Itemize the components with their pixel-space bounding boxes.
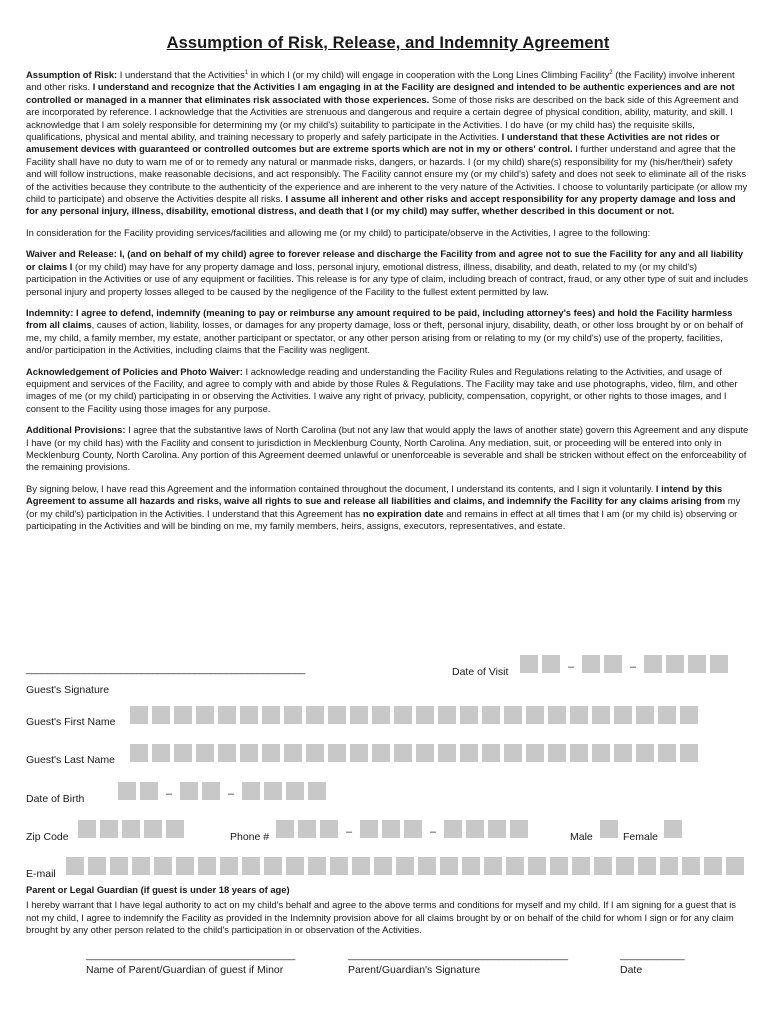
additional-text: I agree that the substantive laws of North Carolina (but not any law that would apply the laws of another state) govern this Agreement and any dispute I have (or my child has) with the Facility and consent to jurisdiction in Mecklenburg County, North Carolina. Any mediation, suit, or proceeding will be entered into only in Mecklenburg County, North Carolina. Any portion of this Agreement deemed unlawful or unenforceable is severable and shall be stricken without effect on the enforceability of the remaining provisions. xyxy=(26,424,749,473)
last-name-field[interactable] xyxy=(130,744,702,762)
char-box[interactable] xyxy=(130,706,148,724)
char-box[interactable] xyxy=(166,820,184,838)
char-box[interactable] xyxy=(130,744,148,762)
char-box[interactable] xyxy=(466,820,484,838)
date-box[interactable] xyxy=(264,782,282,800)
char-box[interactable] xyxy=(286,857,304,875)
char-box[interactable] xyxy=(328,744,346,762)
char-box[interactable] xyxy=(528,857,546,875)
char-box[interactable] xyxy=(658,744,676,762)
date-box[interactable] xyxy=(710,655,728,673)
char-box[interactable] xyxy=(242,857,260,875)
char-box[interactable] xyxy=(284,744,302,762)
char-box[interactable] xyxy=(394,744,412,762)
char-box[interactable] xyxy=(660,857,678,875)
phone-field[interactable] xyxy=(276,820,532,838)
phone-label: Phone # xyxy=(230,831,270,843)
char-box[interactable] xyxy=(416,706,434,724)
assumption-bold-3: I assume all inherent and other risks and accept responsibility for any property damage and loss and for any personal injury, illness, disability, emotional distress, and death that I (or my child) may suffer, whether described in this document or not. xyxy=(26,193,736,217)
date-of-birth-field[interactable] xyxy=(118,782,330,800)
char-box[interactable] xyxy=(636,706,654,724)
char-box[interactable] xyxy=(308,857,326,875)
char-box[interactable] xyxy=(372,744,390,762)
char-box[interactable] xyxy=(460,706,478,724)
date-box[interactable] xyxy=(242,782,260,800)
guardian-heading: Parent or Legal Guardian (if guest is under 18 years of age) xyxy=(26,884,290,895)
assumption-text-1: I understand that the Activities xyxy=(117,69,245,80)
zip-code-field[interactable] xyxy=(78,820,188,838)
char-box[interactable] xyxy=(638,857,656,875)
guardian-date-line[interactable]: ____________ xyxy=(620,950,685,961)
signing-text-3: and remains in effect at all times that I am (or my child is) observing or participating in the Activities and will be binding on me, my family members, heirs, assigns, executors, representatives, and estate. xyxy=(26,507,738,531)
assumption-heading: Assumption of Risk: xyxy=(26,69,118,80)
date-box[interactable] xyxy=(308,782,326,800)
signing-text-2: my (or my child's) participation in the Activities. I understand that this Agreement has xyxy=(26,495,741,519)
zip-code-label: Zip Code xyxy=(26,831,69,843)
char-box[interactable] xyxy=(320,820,338,838)
guest-signature-line[interactable]: _____________________________________________________ xyxy=(26,664,305,675)
date-separator: – xyxy=(165,788,173,800)
char-box[interactable] xyxy=(594,857,612,875)
consideration-paragraph: In consideration for the Facility providing services/facilities and allowing me (or my child) to participate/observe in the Activities, I agree to the following: xyxy=(26,226,651,238)
checkbox-box[interactable] xyxy=(600,820,618,838)
char-box[interactable] xyxy=(328,706,346,724)
assumption-text-3: (the Facility) involve inherent and other risks. xyxy=(26,69,735,93)
char-box[interactable] xyxy=(592,706,610,724)
guardian-section xyxy=(26,884,750,940)
char-box[interactable] xyxy=(264,857,282,875)
date-separator: – xyxy=(227,788,235,800)
assumption-text-2: in which I (or my child) will engage in cooperation with the Long Lines Climbing Facility xyxy=(248,69,610,80)
date-box[interactable] xyxy=(520,655,538,673)
char-box[interactable] xyxy=(198,857,216,875)
indemnity-bold: Indemnity: I agree to defend, indemnify (meaning to pay or reimburse any amount required to be paid, including attorney's fees) and hold the Facility harmless from all claims xyxy=(26,306,733,331)
date-separator: – xyxy=(629,661,637,673)
char-box[interactable] xyxy=(306,744,324,762)
date-of-birth-label: Date of Birth xyxy=(26,793,85,805)
char-box[interactable] xyxy=(704,857,722,875)
char-box[interactable] xyxy=(196,744,214,762)
waiver-text: (or my child) may have for any property damage and loss, personal injury, emotional distress, illness, disability, and death, related to my (or my child's) participation in the Activities or use of any equipment or facilities. This release is for any type of claim, including breach of contract, fraud, or any other type of suit and includes personal injury and property losses alleged to be caused by the negligence of the Facility to the fullest extent permitted by law. xyxy=(26,260,749,297)
char-box[interactable] xyxy=(418,857,436,875)
date-of-visit-field[interactable] xyxy=(520,655,732,673)
char-box[interactable] xyxy=(306,706,324,724)
date-box[interactable] xyxy=(118,782,136,800)
phone-separator: – xyxy=(429,826,437,838)
phone-separator: – xyxy=(345,826,353,838)
guardian-name-line[interactable]: _______________________________________ xyxy=(86,950,296,961)
acknowledgement-bold: Acknowledgement of Policies and Photo Waiver: xyxy=(26,365,243,377)
char-box[interactable] xyxy=(726,857,744,875)
signing-bold-1: I intend by this Agreement to assume all hazards and risks, waive all rights to sue and release all liabilities and claims, and indemnify the Facility for any claims arising from xyxy=(26,482,726,507)
assumption-bold-2: I understand that these Activities are not rides or amusement devices with guaranteed or controlled outcomes but are extreme sports which are not in my or others' control. xyxy=(26,131,720,155)
guardian-text: I hereby warrant that I have legal authority to act on my child's behalf and agree to the above terms and conditions for myself and my child. If I am signing for a guest that is not my child, I agree to indemnify the Facility as provided in the Indemnity provision above for all claims brought by or on behalf of the child for whom I sign or for any claim brought by any other person related to the child's participation in or observation of the Activities. xyxy=(26,899,736,936)
male-checkbox[interactable] xyxy=(600,820,622,838)
char-box[interactable] xyxy=(382,820,400,838)
char-box[interactable] xyxy=(504,744,522,762)
char-box[interactable] xyxy=(220,857,238,875)
acknowledgement-text: I acknowledge reading and understanding the Facility Rules and Regulations relating to the Activities, and usage of equipment and services of the Facility, and agree to comply with and abide by those Rules & Regulations. The Facility may take and use photographs, video, film, and other images of me (or my child) participating in or observing the Activities. I waive any right of privacy, publicity, compensation, copyright, or other rights to those images, and I consent to the Facility using those images for any purpose. xyxy=(26,365,738,414)
char-box[interactable] xyxy=(360,820,378,838)
char-box[interactable] xyxy=(416,744,434,762)
char-box[interactable] xyxy=(438,744,456,762)
date-box[interactable] xyxy=(688,655,706,673)
footnote-1: 1 xyxy=(244,69,249,76)
char-box[interactable] xyxy=(298,820,316,838)
char-box[interactable] xyxy=(394,706,412,724)
char-box[interactable] xyxy=(122,820,140,838)
char-box[interactable] xyxy=(240,706,258,724)
char-box[interactable] xyxy=(550,857,568,875)
date-box[interactable] xyxy=(582,655,600,673)
checkbox-box[interactable] xyxy=(664,820,682,838)
char-box[interactable] xyxy=(680,706,698,724)
char-box[interactable] xyxy=(374,857,392,875)
char-box[interactable] xyxy=(614,744,632,762)
char-box[interactable] xyxy=(352,857,370,875)
char-box[interactable] xyxy=(218,744,236,762)
date-box[interactable] xyxy=(202,782,220,800)
last-name-label: Guest's Last Name xyxy=(26,754,115,766)
char-box[interactable] xyxy=(526,744,544,762)
char-box[interactable] xyxy=(284,706,302,724)
char-box[interactable] xyxy=(658,706,676,724)
char-box[interactable] xyxy=(110,857,128,875)
date-of-visit-label: Date of Visit xyxy=(452,666,509,678)
char-box[interactable] xyxy=(526,706,544,724)
char-box[interactable] xyxy=(330,857,348,875)
char-box[interactable] xyxy=(262,706,280,724)
char-box[interactable] xyxy=(614,706,632,724)
date-box[interactable] xyxy=(180,782,198,800)
char-box[interactable] xyxy=(462,857,480,875)
char-box[interactable] xyxy=(548,744,566,762)
assumption-text-5: I further understand and agree that the Facility shall have no duty to warn me of or to remedy any natural or manmade risks, dangers, or hazards. I (or my child) share(s) responsibility for my (his/her/their) safety and will follow instructions, make reasonable decisions, and act responsibly. The Facility cannot ensure my (or my child's) safety and does not seek to eliminate all of the risks of the activities because they contribute to the authenticity of the experience and are inherent to the very nature of the Activities. I choose to voluntarily participate (or allow my child to participate) and observe the Activities despite all risks. xyxy=(26,143,748,205)
char-box[interactable] xyxy=(174,706,192,724)
date-box[interactable] xyxy=(542,655,560,673)
waiver-bold: Waiver and Release: I, (and on behalf of my child) agree to forever release and discharge the Facility from and agree not to sue the Facility for any and all liability or claims I xyxy=(26,248,744,272)
char-box[interactable] xyxy=(572,857,590,875)
signing-bold-2: no expiration date xyxy=(362,507,444,519)
char-box[interactable] xyxy=(592,744,610,762)
guardian-name-label: Name of Parent/Guardian of guest if Minor xyxy=(86,964,284,976)
char-box[interactable] xyxy=(570,706,588,724)
char-box[interactable] xyxy=(262,744,280,762)
char-box[interactable] xyxy=(548,706,566,724)
char-box[interactable] xyxy=(570,744,588,762)
char-box[interactable] xyxy=(506,857,524,875)
char-box[interactable] xyxy=(100,820,118,838)
char-box[interactable] xyxy=(460,744,478,762)
char-box[interactable] xyxy=(350,706,368,724)
char-box[interactable] xyxy=(174,744,192,762)
char-box[interactable] xyxy=(444,820,462,838)
char-box[interactable] xyxy=(682,857,700,875)
char-box[interactable] xyxy=(144,820,162,838)
date-box[interactable] xyxy=(644,655,662,673)
indemnity-text: , causes of action, liability, losses, or damages for any property damage, loss or theft, personal injury, disability, death, or other loss brought by or on behalf of me, my child, a family member, my estate, another participant or spectator, or any other person arising from or relating to my (or my child's) use of the property, facilities, and/or participation in the Activities, including claims that the Facility was negligent. xyxy=(26,319,744,356)
char-box[interactable] xyxy=(636,744,654,762)
char-box[interactable] xyxy=(196,706,214,724)
guardian-signature-label: Parent/Guardian's Signature xyxy=(348,964,481,976)
email-label: E-mail xyxy=(26,868,56,880)
char-box[interactable] xyxy=(152,744,170,762)
char-box[interactable] xyxy=(218,706,236,724)
char-box[interactable] xyxy=(132,857,150,875)
char-box[interactable] xyxy=(276,820,294,838)
char-box[interactable] xyxy=(176,857,194,875)
char-box[interactable] xyxy=(484,857,502,875)
char-box[interactable] xyxy=(488,820,506,838)
first-name-field[interactable] xyxy=(130,706,702,724)
first-name-label: Guest's First Name xyxy=(26,716,116,728)
char-box[interactable] xyxy=(482,744,500,762)
char-box[interactable] xyxy=(616,857,634,875)
char-box[interactable] xyxy=(404,820,422,838)
date-box[interactable] xyxy=(286,782,304,800)
char-box[interactable] xyxy=(504,706,522,724)
date-separator: – xyxy=(567,661,575,673)
char-box[interactable] xyxy=(680,744,698,762)
assumption-text-4: Some of those risks are described on the back side of this Agreement and are incorporated by reference. I acknowledge that the Activities are strenuous and dangerous and require a certain degree of physical condition, ability, maturity, and skill. I acknowledge that I am solely responsible for determining my (or my child's) suitability to participate in the Activities. I do have (or my child has) the requisite skills, qualifications, physical and mental ability, and training necessary to properly and safely participate in the Activities. xyxy=(26,93,739,143)
char-box[interactable] xyxy=(372,706,390,724)
additional-bold: Additional Provisions: xyxy=(26,424,126,436)
char-box[interactable] xyxy=(482,706,500,724)
char-box[interactable] xyxy=(154,857,172,875)
char-box[interactable] xyxy=(510,820,528,838)
char-box[interactable] xyxy=(350,744,368,762)
char-box[interactable] xyxy=(440,857,458,875)
date-box[interactable] xyxy=(604,655,622,673)
female-checkbox[interactable] xyxy=(664,820,686,838)
char-box[interactable] xyxy=(66,857,84,875)
male-label: Male xyxy=(570,831,593,843)
page-title: Assumption of Risk, Release, and Indemnity Agreement xyxy=(166,34,610,52)
guardian-date-label: Date xyxy=(620,964,643,976)
date-box[interactable] xyxy=(140,782,158,800)
char-box[interactable] xyxy=(88,857,106,875)
assumption-bold-1: I understand and recognize that the Activities I am engaging in at the Facility are designed and intended to be authentic experiences and are not controlled or managed in a manner that eliminates risk associated with those experiences. xyxy=(26,81,735,105)
guardian-signature-line[interactable]: _________________________________________ xyxy=(348,950,568,961)
female-label: Female xyxy=(623,831,659,843)
char-box[interactable] xyxy=(78,820,96,838)
signing-text-1: By signing below, I have read this Agreement and the information contained throughout the document, I understand its contents, and I sign it voluntarily. xyxy=(26,482,656,494)
char-box[interactable] xyxy=(396,857,414,875)
footnote-2: 2 xyxy=(609,69,613,76)
char-box[interactable] xyxy=(240,744,258,762)
char-box[interactable] xyxy=(152,706,170,724)
email-field[interactable] xyxy=(66,857,748,875)
char-box[interactable] xyxy=(438,706,456,724)
date-box[interactable] xyxy=(666,655,684,673)
guest-signature-label: Guest's Signature xyxy=(26,684,110,696)
